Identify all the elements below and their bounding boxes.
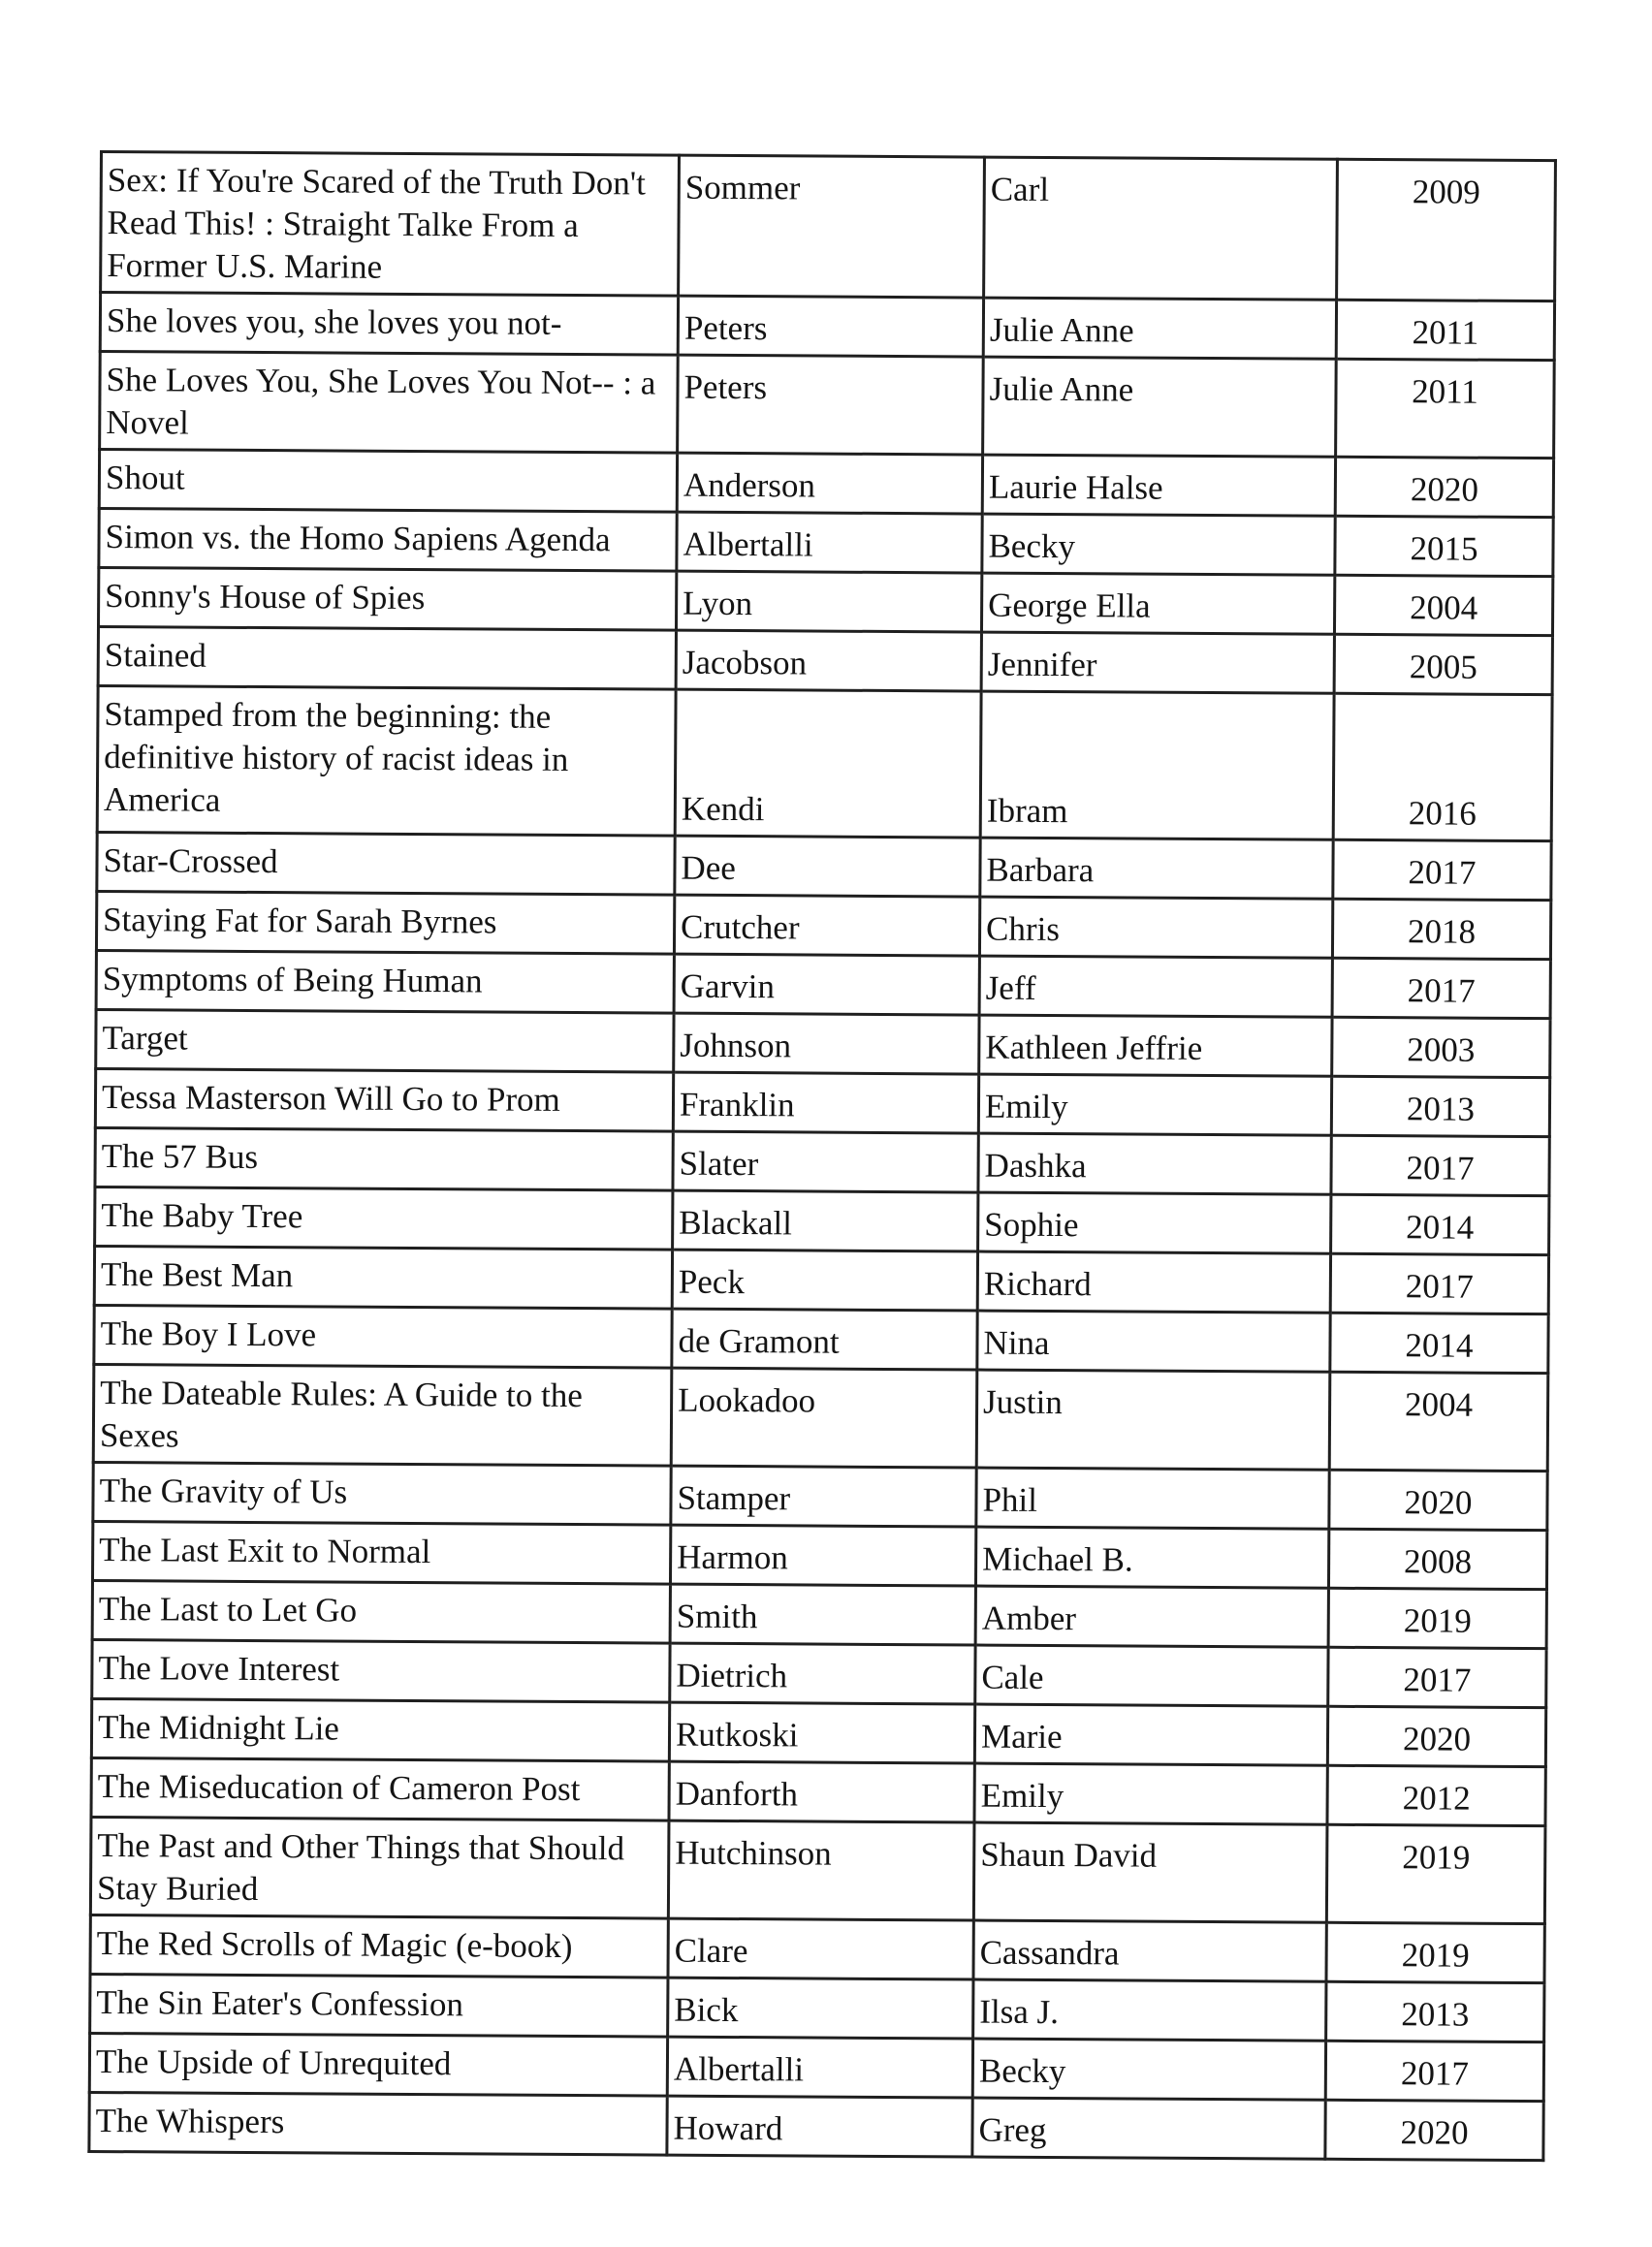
author-last-name-cell <box>674 954 979 1015</box>
author-first-name-cell <box>973 1920 1326 1981</box>
book-title-text: Star-Crossed <box>103 841 278 881</box>
book-title-cell <box>96 891 674 954</box>
author-last-name-text: Jacobson <box>682 643 808 682</box>
author-last-name-text: Smith <box>676 1597 758 1636</box>
publication-year-text: 2014 <box>1405 1326 1474 1365</box>
author-first-name-text: Shaun David <box>980 1835 1158 1875</box>
author-first-name-cell <box>980 838 1333 899</box>
author-last-name-cell <box>678 355 984 455</box>
author-last-name-text: Danforth <box>675 1774 799 1814</box>
author-first-name-cell <box>976 1370 1330 1470</box>
publication-year-cell <box>1330 1253 1548 1313</box>
publication-year-cell <box>1336 359 1555 458</box>
author-last-name-text: Blackall <box>679 1203 792 1243</box>
author-first-name-text: Nina <box>983 1323 1050 1363</box>
publication-year-text: 2009 <box>1412 173 1480 211</box>
author-last-name-text: Slater <box>679 1144 759 1184</box>
publication-year-cell <box>1333 839 1551 900</box>
author-first-name-cell <box>981 573 1334 634</box>
book-title-text: The Love Interest <box>98 1649 340 1689</box>
table-row <box>95 1127 1549 1195</box>
book-title-text: The Whispers <box>95 2102 285 2141</box>
publication-year-text: 2020 <box>1402 1720 1472 1758</box>
publication-year-text: 2004 <box>1405 1385 1474 1424</box>
author-first-name-text: Marie <box>980 1717 1063 1756</box>
author-last-name-text: Albertalli <box>673 2049 805 2089</box>
publication-year-text: 2019 <box>1402 1838 1471 1877</box>
author-first-name-cell <box>983 298 1336 359</box>
publication-year-cell <box>1325 2100 1543 2160</box>
publication-year-cell <box>1336 300 1554 360</box>
author-first-name-text: Greg <box>978 2110 1047 2150</box>
author-last-name-cell <box>668 1820 974 1920</box>
author-first-name-cell <box>974 1763 1327 1824</box>
publication-year-cell <box>1328 1529 1546 1589</box>
book-title-text: The Red Scrolls of Magic (e-book) <box>96 1924 573 1966</box>
author-first-name-text: Jeff <box>985 968 1036 1007</box>
author-last-name-text: Albertalli <box>683 524 813 564</box>
author-first-name-cell <box>979 897 1332 958</box>
publication-year-cell <box>1331 1135 1549 1195</box>
author-last-name-cell <box>676 571 981 632</box>
author-last-name-text: Peters <box>683 308 768 348</box>
publication-year-text: 2019 <box>1401 1936 1470 1975</box>
book-title-text: The Midnight Lie <box>97 1708 340 1748</box>
author-last-name-cell <box>669 1761 974 1822</box>
author-last-name-text: de Gramont <box>678 1321 840 1361</box>
author-first-name-cell <box>973 1979 1326 2041</box>
author-last-name-text: Dee <box>681 848 736 888</box>
publication-year-text: 2011 <box>1412 372 1478 411</box>
publication-year-cell <box>1332 899 1550 959</box>
book-title-cell <box>90 1915 668 1978</box>
book-title-cell <box>97 832 675 895</box>
author-last-name-cell <box>671 1466 976 1527</box>
author-first-name-text: Sophie <box>984 1205 1079 1245</box>
book-title-cell <box>95 1127 673 1190</box>
author-last-name-cell <box>678 296 983 357</box>
author-last-name-cell <box>674 895 979 956</box>
table-row <box>98 627 1552 695</box>
author-last-name-text: Bick <box>674 1990 739 2030</box>
book-title-cell <box>100 352 679 454</box>
table-row <box>96 891 1550 959</box>
author-first-name-text: Emily <box>984 1087 1068 1126</box>
book-title-text: The Miseducation of Cameron Post <box>97 1767 581 1809</box>
publication-year-cell <box>1327 1706 1545 1766</box>
book-title-cell <box>93 1462 671 1525</box>
table-row <box>97 685 1552 840</box>
publication-year-text: 2003 <box>1407 1030 1476 1069</box>
table-row <box>91 1757 1545 1825</box>
book-title-cell <box>95 1187 673 1250</box>
table-row <box>94 1305 1548 1373</box>
author-first-name-cell <box>980 691 1334 839</box>
author-first-name-cell <box>984 157 1338 300</box>
book-title-text: The Baby Tree <box>101 1196 303 1236</box>
book-title-text: The Gravity of Us <box>99 1472 348 1511</box>
table-row <box>89 2033 1543 2101</box>
author-first-name-text: Becky <box>988 526 1076 566</box>
author-last-name-cell <box>677 512 982 573</box>
author-last-name-text: Sommer <box>684 168 801 207</box>
author-last-name-text: Clare <box>674 1931 748 1971</box>
author-first-name-cell <box>983 357 1337 457</box>
book-title-cell <box>94 1305 672 1368</box>
author-first-name-text: Amber <box>981 1598 1077 1638</box>
author-first-name-text: Julie Anne <box>989 369 1134 409</box>
table-row <box>97 832 1551 900</box>
book-title-cell <box>92 1521 670 1584</box>
publication-year-text: 2008 <box>1404 1542 1473 1581</box>
book-title-cell <box>92 1639 670 1702</box>
publication-year-cell <box>1332 1017 1550 1077</box>
table-row <box>92 1521 1546 1589</box>
table-row <box>90 1974 1544 2041</box>
author-first-name-cell <box>981 632 1334 693</box>
publication-year-text: 2012 <box>1402 1779 1471 1818</box>
book-title-cell <box>91 1698 669 1761</box>
book-title-cell <box>89 2033 667 2096</box>
author-last-name-cell <box>679 155 985 298</box>
author-first-name-text: George Ella <box>988 585 1151 625</box>
author-last-name-text: Lyon <box>683 584 753 623</box>
author-first-name-cell <box>972 2039 1325 2100</box>
book-title-text: The 57 Bus <box>101 1137 259 1177</box>
author-last-name-cell <box>668 1978 973 2039</box>
table-row <box>99 509 1553 577</box>
publication-year-cell <box>1331 1076 1549 1136</box>
author-last-name-cell <box>675 836 980 897</box>
publication-year-text: 2005 <box>1409 648 1477 686</box>
book-title-text: The Dateable Rules: A Guide to the Sexes <box>99 1374 583 1455</box>
publication-year-text: 2017 <box>1406 1149 1475 1187</box>
book-title-text: Target <box>102 1019 188 1058</box>
book-title-cell <box>100 293 678 356</box>
author-last-name-cell <box>673 1190 978 1251</box>
author-last-name-text: Rutkoski <box>675 1715 799 1755</box>
book-title-cell <box>89 2092 667 2155</box>
table-row <box>101 152 1556 301</box>
author-first-name-cell <box>974 1704 1327 1765</box>
publication-year-text: 2016 <box>1408 794 1477 833</box>
publication-year-text: 2014 <box>1406 1208 1475 1247</box>
publication-year-cell <box>1335 516 1553 576</box>
author-first-name-cell <box>978 1133 1331 1194</box>
publication-year-cell <box>1326 1824 1545 1923</box>
author-first-name-cell <box>978 1192 1331 1253</box>
table-row <box>96 950 1550 1018</box>
author-last-name-cell <box>670 1643 975 1704</box>
book-title-cell <box>94 1246 672 1309</box>
book-title-cell <box>91 1757 669 1820</box>
publication-year-cell <box>1328 1647 1546 1707</box>
publication-year-cell <box>1330 1313 1548 1373</box>
author-first-name-text: Cassandra <box>979 1933 1120 1973</box>
publication-year-cell <box>1325 2041 1543 2101</box>
author-last-name-text: Peck <box>678 1262 746 1302</box>
author-last-name-text: Johnson <box>680 1026 792 1065</box>
publication-year-text: 2017 <box>1408 853 1477 892</box>
book-title-cell <box>90 1817 669 1918</box>
author-first-name-cell <box>978 1074 1331 1135</box>
author-first-name-text: Justin <box>983 1382 1063 1422</box>
book-title-text: The Sin Eater's Confession <box>96 1983 464 2024</box>
author-last-name-text: Stamper <box>677 1478 791 1518</box>
book-title-text: Symptoms of Being Human <box>102 960 483 1000</box>
author-last-name-cell <box>668 1918 973 1979</box>
author-first-name-cell <box>973 1822 1327 1922</box>
author-last-name-text: Howard <box>673 2108 783 2148</box>
publication-year-cell <box>1333 693 1552 840</box>
book-title-cell <box>98 627 676 690</box>
book-title-cell <box>90 1974 668 2037</box>
author-last-name-text: Peters <box>683 367 768 407</box>
book-title-text: She loves you, she loves you not- <box>106 301 562 342</box>
book-title-cell <box>93 1364 672 1466</box>
table-row <box>100 293 1554 361</box>
publication-year-text: 2004 <box>1410 588 1478 627</box>
table-row <box>90 1817 1545 1923</box>
book-title-text: The Boy I Love <box>100 1314 317 1354</box>
author-last-name-cell <box>673 1072 978 1133</box>
author-first-name-cell <box>982 514 1335 575</box>
author-last-name-cell <box>677 453 982 514</box>
author-last-name-text: Kendi <box>681 789 765 829</box>
author-last-name-text: Anderson <box>683 465 816 505</box>
book-title-text: Stained <box>104 636 206 675</box>
author-last-name-cell <box>674 1013 979 1074</box>
publication-year-text: 2013 <box>1401 1995 1470 2034</box>
publication-year-cell <box>1326 1922 1544 1982</box>
author-last-name-text: Lookadoo <box>678 1380 816 1420</box>
author-last-name-text: Crutcher <box>680 907 800 947</box>
author-last-name-cell <box>670 1584 975 1645</box>
book-title-text: The Past and Other Things that Should Stay Buried <box>96 1826 625 1909</box>
book-title-cell <box>99 450 677 513</box>
publication-year-text: 2018 <box>1407 912 1477 951</box>
book-title-text: Staying Fat for Sarah Byrnes <box>103 901 497 941</box>
publication-year-text: 2017 <box>1400 2054 1470 2093</box>
table-row <box>92 1639 1546 1707</box>
publication-year-cell <box>1331 1194 1549 1254</box>
author-first-name-cell <box>977 1251 1330 1313</box>
book-title-cell <box>96 950 674 1013</box>
publication-year-cell <box>1329 1470 1547 1530</box>
publication-year-cell <box>1328 1588 1546 1648</box>
publication-year-text: 2019 <box>1403 1601 1472 1640</box>
author-first-name-text: Michael B. <box>982 1539 1133 1579</box>
table-row <box>95 1187 1549 1254</box>
author-last-name-cell <box>672 1309 977 1370</box>
book-title-text: Tessa Masterson Will Go to Prom <box>101 1078 560 1119</box>
author-first-name-cell <box>979 1015 1332 1076</box>
book-title-cell <box>97 685 676 836</box>
author-first-name-text: Chris <box>985 909 1061 949</box>
book-title-text: Shout <box>105 459 185 497</box>
table-row <box>94 1246 1548 1313</box>
book-title-text: The Last Exit to Normal <box>99 1531 431 1571</box>
table-row <box>95 1068 1549 1136</box>
publication-year-text: 2020 <box>1410 470 1479 509</box>
book-title-text: Simon vs. the Homo Sapiens Agenda <box>105 518 611 559</box>
publication-year-cell <box>1332 958 1550 1018</box>
author-last-name-cell <box>672 1250 977 1311</box>
book-list-table <box>87 150 1557 2162</box>
publication-year-text: 2017 <box>1407 971 1476 1010</box>
author-first-name-text: Jennifer <box>987 645 1097 684</box>
book-title-cell <box>95 1068 673 1131</box>
table-row <box>99 450 1553 518</box>
author-last-name-text: Harmon <box>677 1537 788 1577</box>
author-last-name-text: Franklin <box>679 1085 795 1124</box>
book-title-text: The Best Man <box>100 1255 294 1295</box>
author-first-name-text: Emily <box>980 1776 1064 1816</box>
author-first-name-text: Ibram <box>986 791 1068 831</box>
author-first-name-cell <box>979 956 1332 1017</box>
table-row <box>93 1462 1547 1530</box>
book-title-text: The Upside of Unrequited <box>95 2042 452 2083</box>
book-title-text: Stamped from the beginning: the definitive history of racist ideas in America <box>103 695 569 819</box>
author-last-name-cell <box>676 630 981 691</box>
author-last-name-cell <box>667 2037 972 2098</box>
publication-year-text: 2017 <box>1405 1267 1474 1306</box>
author-first-name-cell <box>975 1645 1328 1706</box>
author-first-name-text: Kathleen Jeffrie <box>985 1028 1203 1067</box>
author-last-name-cell <box>667 2096 972 2157</box>
publication-year-cell <box>1337 159 1556 301</box>
author-first-name-text: Julie Anne <box>989 310 1134 350</box>
publication-year-text: 2020 <box>1400 2113 1469 2152</box>
author-last-name-text: Garvin <box>680 966 776 1006</box>
author-first-name-text: Cale <box>981 1658 1044 1696</box>
book-title-cell <box>98 568 676 631</box>
author-first-name-text: Laurie Halse <box>988 467 1163 507</box>
author-first-name-cell <box>977 1311 1330 1372</box>
publication-year-cell <box>1335 457 1553 517</box>
book-title-cell <box>101 152 680 297</box>
book-title-cell <box>99 509 677 572</box>
publication-year-text: 2020 <box>1404 1483 1473 1522</box>
author-first-name-text: Richard <box>983 1264 1092 1304</box>
author-first-name-cell <box>982 455 1335 516</box>
author-first-name-text: Phil <box>982 1480 1038 1519</box>
book-title-cell <box>96 1009 674 1072</box>
book-list-body <box>89 152 1556 2161</box>
publication-year-cell <box>1334 634 1552 694</box>
publication-year-text: 2011 <box>1412 313 1479 352</box>
author-first-name-text: Ilsa J. <box>979 1992 1060 2032</box>
table-row <box>96 1009 1550 1077</box>
publication-year-cell <box>1326 1981 1544 2041</box>
publication-year-cell <box>1327 1765 1545 1825</box>
publication-year-text: 2015 <box>1410 529 1478 568</box>
publication-year-text: 2017 <box>1403 1661 1472 1699</box>
book-title-text: Sex: If You're Scared of the Truth Don't Read This! : Straight Talke From a Former U.S. Marine <box>107 161 647 286</box>
book-title-text: Sonny's House of Spies <box>105 577 426 617</box>
table-row <box>91 1698 1545 1766</box>
author-first-name-text: Carl <box>990 170 1050 208</box>
author-last-name-text: Dietrich <box>676 1656 788 1695</box>
author-last-name-cell <box>671 1368 977 1468</box>
table-row <box>100 352 1555 459</box>
table-row <box>93 1364 1548 1471</box>
author-last-name-cell <box>669 1702 974 1763</box>
publication-year-cell <box>1329 1372 1548 1471</box>
author-first-name-text: Dashka <box>984 1146 1087 1186</box>
author-last-name-cell <box>670 1525 975 1586</box>
book-title-text: The Last to Let Go <box>98 1590 358 1630</box>
author-first-name-cell <box>976 1468 1329 1529</box>
author-last-name-cell <box>673 1131 978 1192</box>
author-first-name-cell <box>972 2098 1325 2159</box>
book-title-cell <box>92 1580 670 1643</box>
publication-year-text: 2013 <box>1406 1090 1476 1128</box>
author-first-name-cell <box>975 1586 1328 1647</box>
author-last-name-text: Hutchinson <box>675 1833 832 1873</box>
publication-year-cell <box>1334 575 1552 635</box>
author-first-name-text: Becky <box>978 2051 1066 2091</box>
table-row <box>90 1915 1544 1982</box>
table-row <box>92 1580 1546 1648</box>
author-first-name-text: Barbara <box>986 850 1095 890</box>
book-title-text: She Loves You, She Loves You Not-- : a Novel <box>106 361 656 442</box>
author-first-name-cell <box>975 1527 1328 1588</box>
table-row <box>89 2092 1543 2160</box>
table-row <box>98 568 1552 636</box>
author-last-name-cell <box>675 689 981 838</box>
